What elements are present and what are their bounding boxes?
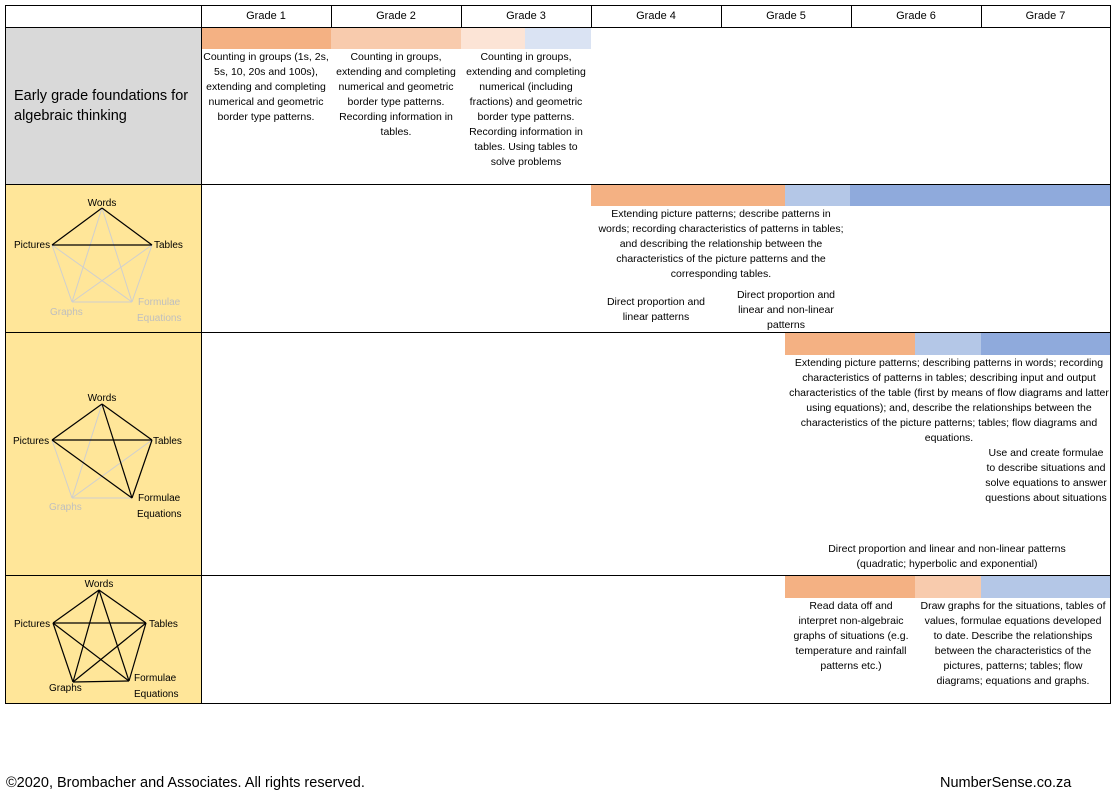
grid-left [5, 5, 6, 704]
bar-row3-blue [981, 333, 1110, 355]
header-grade-6: Grade 6 [896, 10, 936, 22]
header-grade-7: Grade 7 [1025, 10, 1066, 22]
row4-diagram-cell [6, 575, 201, 703]
diagram-label-equations: Equations [137, 313, 182, 324]
row2-grade5-text: Direct proportion and linear and non-linear patterns [736, 289, 836, 331]
diagram-label-equations: Equations [137, 509, 182, 520]
diagram-label-words: Words [87, 393, 117, 404]
grid-header-bottom [5, 27, 1111, 28]
bar-row2-blue-light [785, 184, 850, 206]
row1-grade1-text: Counting in groups (1s, 2s, 5s, 10, 20s and 100s), extending and completing numerical and geometric border type patterns. [203, 51, 329, 123]
bar-row1-grade2 [331, 27, 461, 49]
grid-header-divider [331, 5, 332, 27]
header-grade-3: Grade 3 [506, 10, 546, 22]
bar-row1-grade3a [461, 27, 525, 49]
diagram-label-words: Words [87, 198, 117, 209]
row4-grade5-text: Read data off and interpret non-algebraic graphs of situations (e.g. temperature and rainfall patterns etc.) [793, 600, 909, 672]
row3-bottom-text: Direct proportion and linear and non-linear patterns (quadratic; hyperbolic and exponential) [828, 543, 1066, 570]
bar-row4-orange-light [915, 576, 981, 598]
grid-header-divider [461, 5, 462, 27]
row2-main-text: Extending picture patterns; describe patterns in words; recording characteristics of patterns in tables; and describing the relationship between the characteristics of the picture patterns and the corresponding tables. [598, 208, 844, 280]
header-grade-1: Grade 1 [246, 10, 286, 22]
grid-row2-bottom [5, 332, 1111, 333]
diagram-label-formulae: Formulae [134, 673, 177, 684]
header-grade-2: Grade 2 [376, 10, 416, 22]
diagram-label-graphs: Graphs [50, 307, 83, 318]
diagram-label-formulae: Formulae [138, 297, 181, 308]
representations-diagram-2 [6, 332, 201, 575]
row3-grade7-text: Use and create formulae to describe situations and solve equations to answer questions about situations [985, 447, 1107, 504]
grid-row1-bottom [5, 184, 1111, 185]
grid-col-divider [201, 5, 202, 704]
row4-grade67-text: Draw graphs for the situations, tables of values, formulae equations developed to date. Describe the relationships between the characteristics of the pictures, patterns; tables; flow diagrams; equations and graphs. [920, 600, 1106, 687]
grid-header-divider [721, 5, 722, 27]
diagram-label-graphs: Graphs [49, 502, 82, 513]
diagram-label-graphs: Graphs [49, 683, 82, 694]
row2-diagram-cell [6, 184, 201, 332]
grid-header-divider [981, 5, 982, 27]
row2-grade4-text: Direct proportion and linear patterns [606, 296, 706, 323]
diagram-label-pictures: Pictures [14, 619, 51, 630]
bar-row2-blue [850, 184, 1110, 206]
grid-header-divider [851, 5, 852, 27]
row3-main-text: Extending picture patterns; describing patterns in words; recording characteristics of patterns in tables; describing input and output characteristics of the table (first by means of flow diagrams and latter using equations); and, describe the relationships between the characteristics of the picture patterns; tables; flow diagrams and equations. [789, 357, 1109, 444]
bar-row1-grade1 [201, 27, 331, 49]
header-grade-4: Grade 4 [636, 10, 676, 22]
bar-row4-orange [785, 576, 915, 598]
representations-diagram-3 [6, 575, 201, 703]
bar-row3-orange [785, 333, 915, 355]
row1-grade3-text: Counting in groups, extending and completing numerical (including fractions) and geometric border type patterns. Recording information in tables. Using tables to solve problems [466, 51, 586, 168]
grid-top [5, 5, 1111, 6]
diagram-label-words: Words [84, 579, 114, 590]
diagram-label-pictures: Pictures [13, 436, 50, 447]
diagram-label-tables: Tables [149, 619, 178, 630]
footer-copyright: ©2020, Brombacher and Associates. All rights reserved. [6, 775, 365, 791]
grid-bottom [5, 703, 1111, 704]
diagram-label-formulae: Formulae [138, 493, 181, 504]
row3-diagram-cell [6, 332, 201, 575]
grid-right [1110, 5, 1111, 704]
bar-row1-grade3b [525, 27, 591, 49]
footer-site: NumberSense.co.za [940, 775, 1072, 791]
representations-diagram-1 [6, 184, 201, 332]
row1-grade2-text: Counting in groups, extending and completing numerical and geometric border type patterns. Recording information in tables. [336, 51, 456, 138]
diagram-label-pictures: Pictures [14, 240, 51, 251]
diagram-label-tables: Tables [153, 436, 182, 447]
bar-row3-blue-light [915, 333, 981, 355]
grid-row3-bottom [5, 575, 1111, 576]
bar-row4-blue-light [981, 576, 1110, 598]
row1-label-cell [6, 27, 201, 184]
header-grade-5: Grade 5 [766, 10, 806, 22]
row1-label: Early grade foundations for algebraic thinking [14, 88, 189, 124]
diagram-label-tables: Tables [154, 240, 183, 251]
grid-header-divider [591, 5, 592, 27]
diagram-label-equations: Equations [134, 689, 179, 700]
bar-row2-orange [591, 184, 785, 206]
